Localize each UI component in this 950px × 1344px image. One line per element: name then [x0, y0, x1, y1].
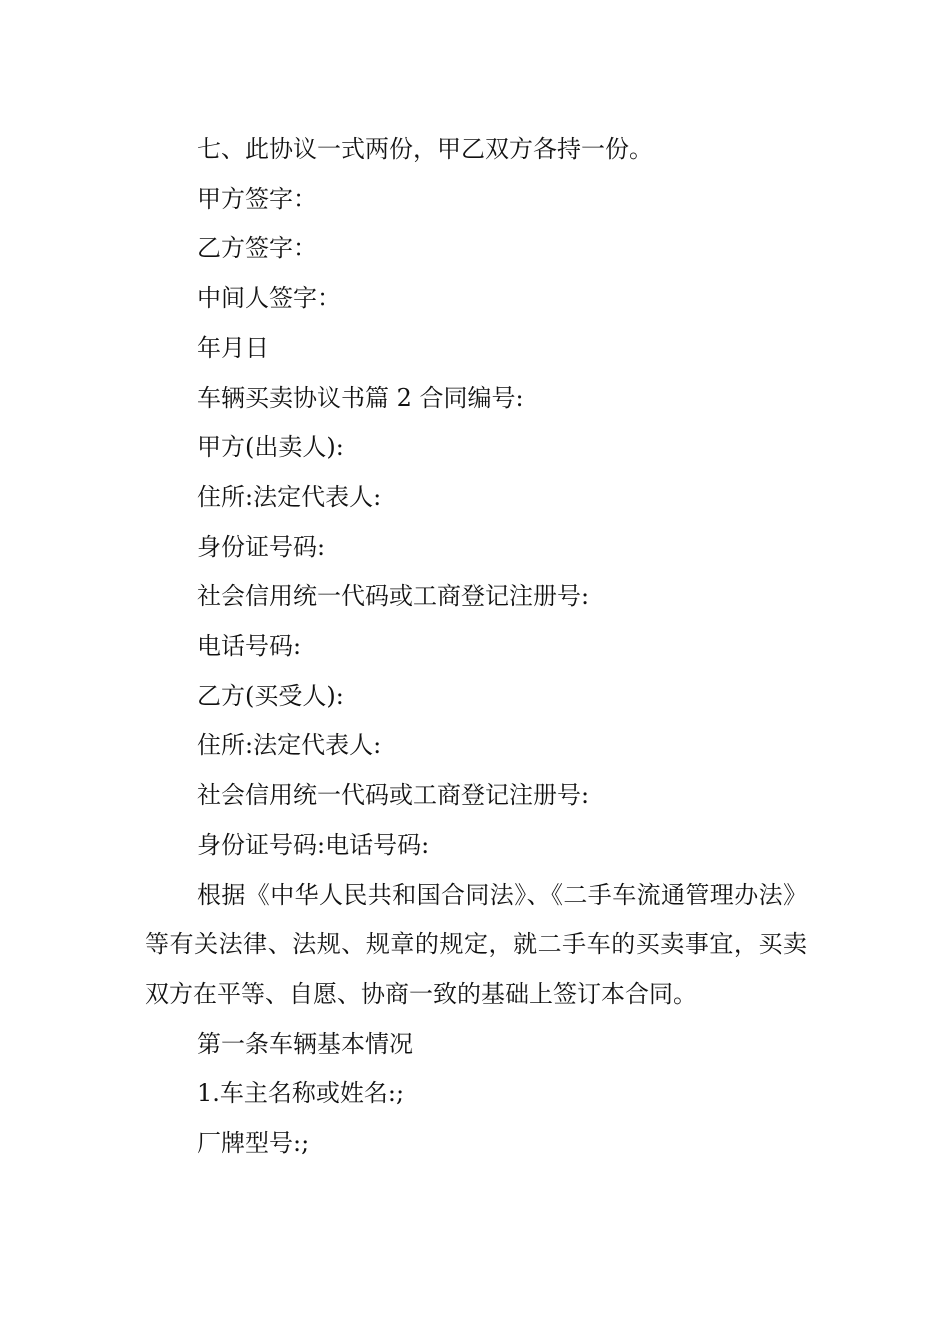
- party-b-address: 住所:法定代表人:: [197, 731, 382, 760]
- intermediary-signature-line: 中间人签字：: [197, 284, 341, 313]
- party-a-signature-line: 甲方签字：: [197, 184, 317, 213]
- party-b-buyer: 乙方(买受人):: [197, 681, 344, 710]
- party-a-phone: 电话号码:: [197, 632, 302, 661]
- party-b-credit-code: 社会信用统一代码或工商登记注册号:: [197, 781, 590, 810]
- article-one-heading: 第一条车辆基本情况: [197, 1029, 413, 1058]
- party-b-signature-line: 乙方签字：: [197, 234, 317, 263]
- date-line: 年月日: [197, 333, 269, 362]
- party-a-address: 住所:法定代表人:: [197, 482, 382, 511]
- party-b-id-phone: 身份证号码:电话号码:: [197, 830, 430, 859]
- brand-model-line: 厂牌型号:;: [197, 1129, 310, 1158]
- preamble-paragraph: 根据《中华人民共和国合同法》、《二手车流通管理办法》等有关法律、法规、规章的规定，就二手车的买卖事宜，买卖双方在平等、自愿、协商一致的基础上签订本合同。: [145, 880, 807, 1008]
- contract-heading: 车辆买卖协议书篇 2 合同编号:: [197, 383, 524, 412]
- document-body: [145, 125, 807, 1169]
- party-a-credit-code: 社会信用统一代码或工商登记注册号:: [197, 582, 590, 611]
- party-a-seller: 甲方(出卖人):: [197, 433, 344, 462]
- owner-name-line: 1.车主名称或姓名:;: [197, 1079, 405, 1108]
- party-a-id-number: 身份证号码:: [197, 532, 326, 561]
- clause-copies: 七、此协议一式两份，甲乙双方各持一份。: [197, 135, 653, 163]
